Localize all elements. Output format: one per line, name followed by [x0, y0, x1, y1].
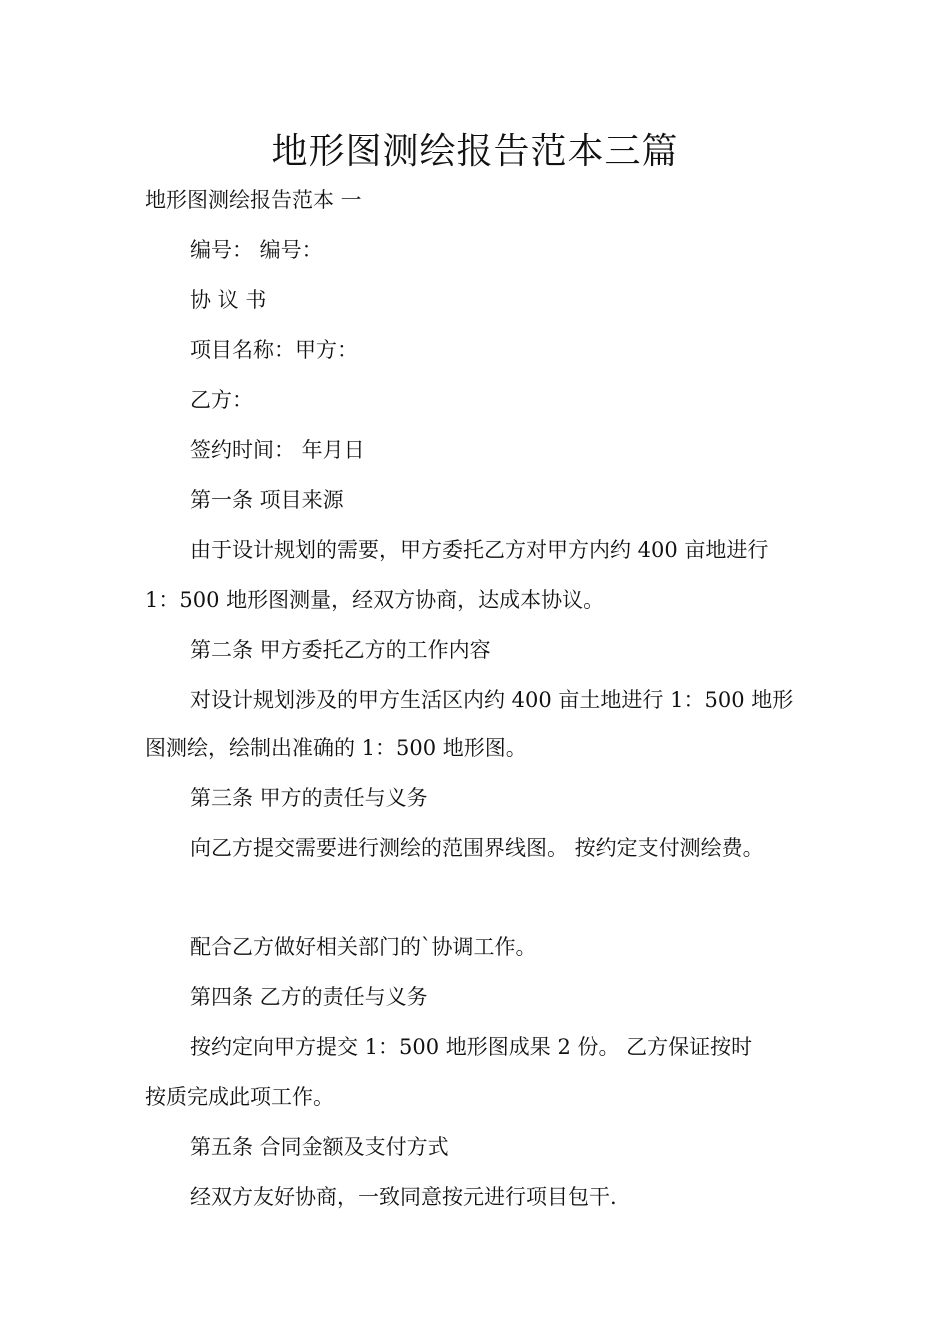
- article-2-text-1: 对设计规划涉及的甲方生活区内约 400 亩土地进行 1：500 地形: [190, 688, 794, 712]
- article-4-heading: 第四条 乙方的责任与义务: [190, 985, 428, 1009]
- article-3-heading: 第三条 甲方的责任与义务: [190, 786, 428, 810]
- article-1-heading: 第一条 项目来源: [190, 488, 344, 512]
- agreement-heading: 协 议 书: [190, 288, 267, 312]
- document-title: 地形图测绘报告范本三篇: [271, 131, 679, 172]
- article-5-text-1: 经双方友好协商，一致同意按元进行项目包干.: [190, 1185, 617, 1209]
- party-b-line: 乙方：: [190, 388, 253, 412]
- signing-date-line: 签约时间： 年月日: [190, 438, 365, 462]
- article-3-text-1: 向乙方提交需要进行测绘的范围界线图。 按约定支付测绘费。: [190, 836, 764, 860]
- article-2-text-2: 图测绘，绘制出准确的 1：500 地形图。: [145, 736, 527, 760]
- article-3-text-2: 配合乙方做好相关部门的`协调工作。: [190, 935, 537, 959]
- article-1-text-1: 由于设计规划的需要，甲方委托乙方对甲方内约 400 亩地进行: [190, 538, 769, 562]
- article-1-text-2: 1：500 地形图测量，经双方协商，达成本协议。: [145, 588, 605, 612]
- project-name-line: 项目名称：甲方：: [190, 338, 358, 362]
- subtitle-line: 地形图测绘报告范本 一: [145, 188, 362, 212]
- article-4-text-2: 按质完成此项工作。: [145, 1085, 334, 1109]
- article-4-text-1: 按约定向甲方提交 1：500 地形图成果 2 份。 乙方保证按时: [190, 1035, 753, 1059]
- article-5-heading: 第五条 合同金额及支付方式: [190, 1135, 449, 1159]
- number-line: 编号： 编号：: [190, 238, 323, 262]
- article-2-heading: 第二条 甲方委托乙方的工作内容: [190, 638, 491, 662]
